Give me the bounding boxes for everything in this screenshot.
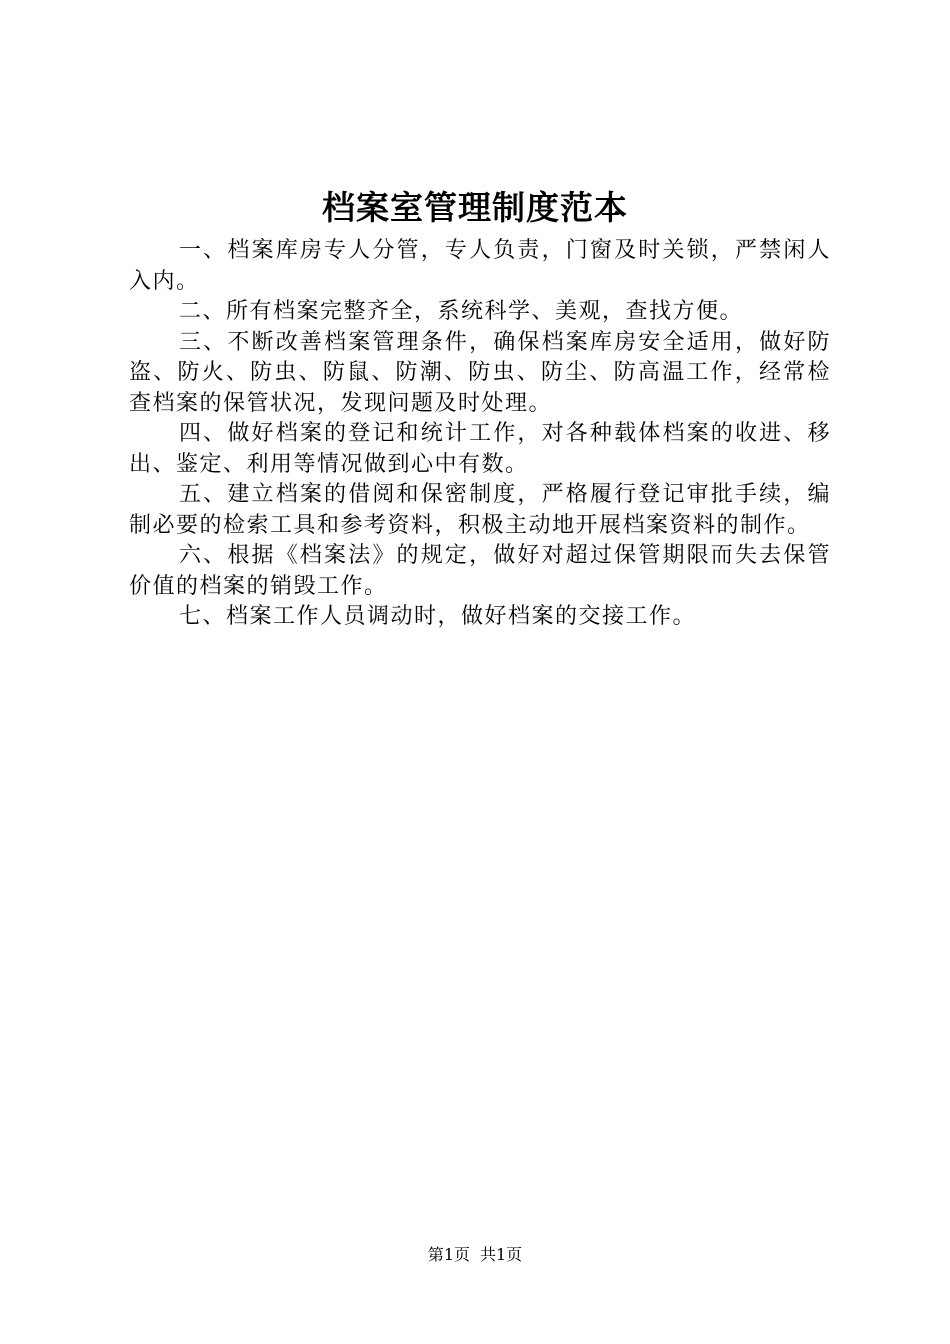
paragraph-7: 七、档案工作人员调动时，做好档案的交接工作。 (179, 604, 697, 629)
page-number-current: 第1页 (427, 1245, 470, 1264)
document-title: 档案室管理制度范本 (322, 188, 628, 227)
page-number-total: 共1页 (480, 1245, 523, 1264)
paragraph-3: 三、不断改善档案管理条件，确保档案库房安全适用，做好防盗、防火、防虫、防鼠、防潮、防虫、防尘、防高温工作，经常检查档案的保管状况，发现问题及时处理。 (129, 329, 831, 416)
paragraph-1: 一、档案库房专人分管，专人负责，门窗及时关锁，严禁闲人入内。 (129, 238, 831, 294)
paragraph-2: 二、所有档案完整齐全，系统科学、美观，查找方便。 (179, 299, 744, 324)
paragraph-5: 五、建立档案的借阅和保密制度，严格履行登记审批手续，编制必要的检索工具和参考资料，积极主动地开展档案资料的制作。 (129, 482, 831, 538)
paragraph-4: 四、做好档案的登记和统计工作，对各种载体档案的收进、移出、鉴定、利用等情况做到心中有数。 (129, 421, 831, 477)
page-footer (0, 1244, 950, 1266)
document-body (129, 236, 831, 633)
paragraph-6: 六、根据《档案法》的规定，做好对超过保管期限而失去保管价值的档案的销毁工作。 (129, 543, 831, 599)
